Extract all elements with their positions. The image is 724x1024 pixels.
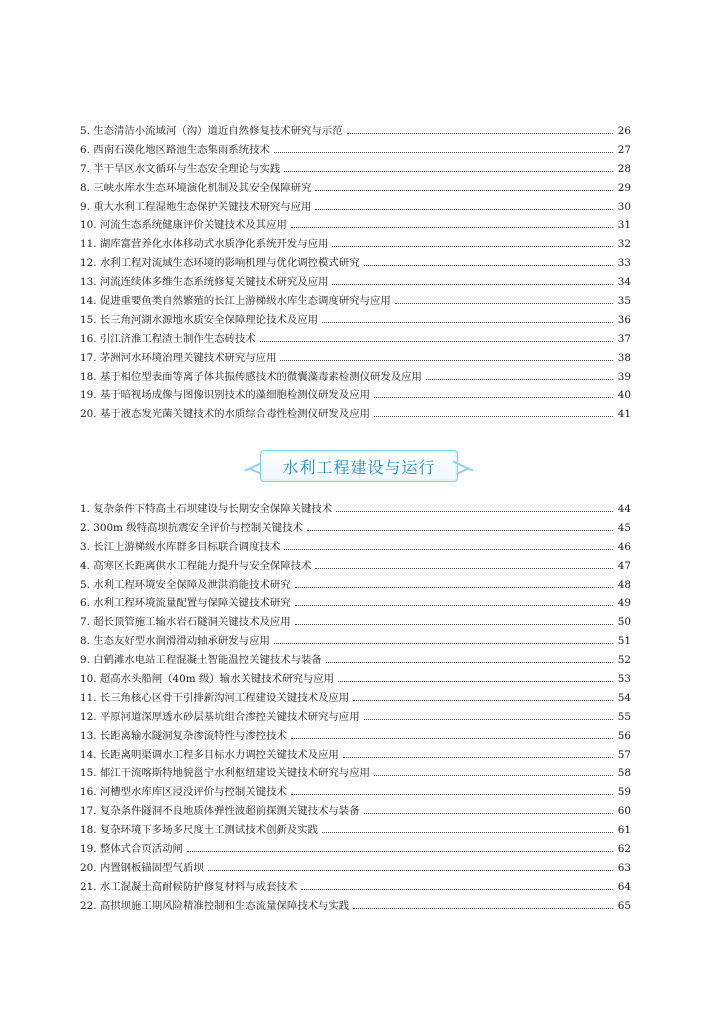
toc-entry-page: 57 — [617, 748, 631, 761]
toc-entry-title: 19. 整体式合页活动闸 — [80, 843, 183, 856]
toc-leader-dots — [336, 511, 613, 512]
toc-leader-dots — [374, 775, 613, 776]
toc-entry — [80, 670, 631, 689]
toc-entry — [80, 198, 631, 217]
toc-entry-page: 62 — [617, 843, 631, 856]
toc-leader-dots — [374, 397, 613, 398]
toc-entry-page: 45 — [617, 521, 631, 534]
toc-entry — [80, 235, 631, 254]
toc-leader-dots — [295, 587, 613, 588]
toc-entry-page: 26 — [617, 125, 631, 137]
toc-entry — [80, 727, 631, 746]
toc-entry-title: 10. 超高水头船闸（40m 级）输水关键技术研究与应用 — [80, 673, 335, 686]
toc-list-part1 — [80, 122, 631, 424]
toc-entry-title: 12. 平原河道深厚透水砂层基坑组合渗控关键技术研究与应用 — [80, 710, 360, 723]
toc-entry — [80, 405, 631, 424]
toc-entry-title: 16. 引江济淮工程渣土制作生态砖技术 — [80, 332, 256, 345]
toc-entry — [80, 651, 631, 670]
toc-leader-dots — [301, 889, 613, 890]
toc-leader-dots — [260, 341, 613, 342]
toc-list-part2 — [80, 500, 631, 916]
toc-entry-title: 11. 湖库富营养化水体移动式水质净化系统开发与应用 — [80, 238, 329, 251]
toc-entry-page: 49 — [617, 597, 631, 610]
toc-entry — [80, 160, 631, 179]
toc-entry-title: 7. 半干旱区水文循环与生态安全理论与实践 — [80, 162, 281, 175]
toc-leader-dots — [307, 530, 613, 531]
toc-entry-page: 65 — [617, 899, 631, 912]
toc-entry-title: 12. 水利工程对流域生态环境的影响机理与优化调控模式研究 — [80, 257, 360, 270]
toc-entry-page: 59 — [617, 786, 631, 799]
section-title: 水利工程建设与运行 — [282, 457, 436, 477]
toc-entry-page: 28 — [617, 162, 631, 175]
toc-entry-page: 55 — [617, 710, 631, 723]
toc-entry-page: 29 — [617, 181, 631, 194]
toc-entry-page: 41 — [617, 408, 631, 421]
toc-leader-dots — [274, 643, 613, 644]
toc-entry-page: 36 — [617, 313, 631, 326]
toc-entry-title: 17. 茅洲河水环境治理关键技术研究与应用 — [80, 351, 277, 364]
toc-entry-page: 30 — [617, 200, 631, 213]
toc-leader-dots — [322, 832, 613, 833]
toc-entry — [80, 613, 631, 632]
toc-entry-page: 63 — [617, 861, 631, 874]
toc-entry — [80, 311, 631, 330]
toc-entry — [80, 349, 631, 368]
toc-leader-dots — [208, 870, 613, 871]
toc-entry-title: 8. 三峡水库水生态环境演化机制及其安全保障研究 — [80, 181, 312, 194]
toc-entry-page: 35 — [617, 295, 631, 308]
toc-entry-title: 3. 长江上游梯级水库群多目标联合调度技术 — [80, 540, 281, 553]
toc-entry — [80, 519, 631, 538]
toc-entry-page: 53 — [617, 673, 631, 686]
toc-entry-title: 5. 生态清洁小流域河（沟）道近自然修复技术研究与示范 — [80, 125, 343, 137]
toc-entry-title: 14. 长距离明渠调水工程多目标水力调控关键技术及应用 — [80, 748, 339, 761]
toc-entry — [80, 500, 631, 519]
toc-entry-title: 17. 复杂条件隧洞不良地质体弹性波超前探测关键技术与装备 — [80, 805, 360, 818]
toc-entry-page: 32 — [617, 238, 631, 251]
toc-leader-dots — [353, 908, 613, 909]
toc-entry-page: 44 — [617, 503, 631, 515]
toc-entry-page: 58 — [617, 767, 631, 780]
toc-entry — [80, 764, 631, 783]
toc-entry-title: 5. 水利工程环境安全保障及泄洪消能技术研究 — [80, 578, 291, 591]
toc-entry-page: 46 — [617, 540, 631, 553]
toc-entry-title: 9. 白鹤滩水电站工程混凝土智能温控关键技术与装备 — [80, 654, 322, 667]
toc-entry — [80, 330, 631, 349]
toc-leader-dots — [291, 738, 613, 739]
toc-entry-page: 37 — [617, 332, 631, 345]
toc-leader-dots — [284, 549, 613, 550]
toc-leader-dots — [353, 700, 613, 701]
toc-entry — [80, 179, 631, 198]
toc-entry — [80, 576, 631, 595]
toc-entry — [80, 783, 631, 802]
toc-leader-dots — [295, 624, 613, 625]
toc-entry — [80, 840, 631, 859]
toc-entry-title: 20. 基于液态发光菌关键技术的水质综合毒性检测仪研发及应用 — [80, 408, 370, 421]
toc-entry-page: 52 — [617, 654, 631, 667]
toc-entry — [80, 802, 631, 821]
toc-entry — [80, 273, 631, 292]
toc-entry-page: 64 — [617, 880, 631, 893]
toc-entry-page: 39 — [617, 370, 631, 383]
toc-entry-title: 11. 长三角核心区骨干引排新沟河工程建设关键技术及应用 — [80, 691, 350, 704]
toc-entry — [80, 216, 631, 235]
toc-leader-dots — [187, 851, 613, 852]
toc-entry — [80, 122, 631, 141]
toc-entry — [80, 878, 631, 897]
toc-entry-title: 14. 促进重要鱼类自然繁殖的长江上游梯级水库生态调度研究与应用 — [80, 295, 391, 308]
toc-entry-page: 33 — [617, 257, 631, 270]
toc-entry-title: 15. 长三角河湖水源地水质安全保障理论技术及应用 — [80, 313, 319, 326]
toc-entry-page: 56 — [617, 729, 631, 742]
toc-leader-dots — [284, 171, 613, 172]
toc-entry — [80, 897, 631, 916]
toc-entry — [80, 386, 631, 405]
toc-entry-title: 9. 重大水利工程湿地生态保护关键技术研究与应用 — [80, 200, 312, 213]
toc-entry-title: 6. 西南石漠化地区路池生态集雨系统技术 — [80, 143, 270, 156]
toc-entry-page: 27 — [617, 143, 631, 156]
toc-entry-title: 18. 基于相位型表面等离子体共振传感技术的微囊藻毒素检测仪研发及应用 — [80, 370, 422, 383]
toc-leader-dots — [326, 662, 613, 663]
toc-leader-dots — [426, 379, 613, 380]
toc-leader-dots — [364, 719, 613, 720]
toc-entry — [80, 708, 631, 727]
toc-entry-title: 2. 300m 级特高坝抗震安全评价与控制关键技术 — [80, 521, 303, 534]
toc-entry-page: 51 — [617, 635, 631, 648]
toc-entry-page: 48 — [617, 578, 631, 591]
toc-entry-title: 4. 高寒区长距离供水工程能力提升与安全保障技术 — [80, 559, 312, 572]
toc-entry-page: 47 — [617, 559, 631, 572]
toc-entry-page: 31 — [617, 219, 631, 232]
toc-entry-page: 61 — [617, 824, 631, 837]
toc-entry-title: 10. 河流生态系统健康评价关键技术及其应用 — [80, 219, 287, 232]
toc-entry-title: 20. 内置钢板锚固型气盾坝 — [80, 861, 204, 874]
toc-entry-title: 18. 复杂环境下多场多尺度土工测试技术创新及实践 — [80, 824, 319, 837]
toc-leader-dots — [332, 284, 613, 285]
toc-entry-page: 40 — [617, 389, 631, 402]
toc-leader-dots — [364, 265, 613, 266]
toc-entry — [80, 557, 631, 576]
toc-leader-dots — [374, 416, 613, 417]
toc-entry-title: 8. 生态友好型水润滑滑动轴承研发与应用 — [80, 635, 270, 648]
toc-entry-title: 7. 超长顶管施工输水岩石隧洞关键技术及应用 — [80, 616, 291, 629]
toc-leader-dots — [364, 813, 613, 814]
section-banner — [244, 447, 474, 485]
toc-leader-dots — [291, 794, 613, 795]
toc-entry — [80, 632, 631, 651]
toc-leader-dots — [315, 190, 613, 191]
toc-leader-dots — [274, 152, 613, 153]
toc-entry-title: 6. 水利工程环境流量配置与保障关键技术研究 — [80, 597, 291, 610]
toc-entry-page: 38 — [617, 351, 631, 364]
toc-leader-dots — [291, 227, 613, 228]
toc-entry — [80, 821, 631, 840]
toc-entry-title: 13. 长距离输水隧洞复杂渗流特性与渗控技术 — [80, 729, 287, 742]
toc-entry — [80, 292, 631, 311]
toc-entry-page: 34 — [617, 276, 631, 289]
toc-leader-dots — [295, 605, 613, 606]
toc-entry — [80, 368, 631, 387]
toc-leader-dots — [322, 322, 613, 323]
toc-leader-dots — [315, 568, 613, 569]
toc-leader-dots — [343, 757, 613, 758]
toc-leader-dots — [332, 246, 613, 247]
toc-leader-dots — [338, 681, 613, 682]
toc-entry-page: 60 — [617, 805, 631, 818]
toc-entry — [80, 689, 631, 708]
toc-entry-title: 21. 水工混凝土高耐候防护修复材料与成套技术 — [80, 880, 298, 893]
toc-entry-title: 22. 高拱坝施工期风险精准控制和生态流量保障技术与实践 — [80, 899, 350, 912]
toc-entry — [80, 746, 631, 765]
toc-leader-dots — [395, 303, 613, 304]
toc-entry — [80, 538, 631, 557]
toc-entry-title: 1. 复杂条件下特高土石坝建设与长期安全保障关键技术 — [80, 503, 333, 515]
toc-entry-title: 16. 河槽型水库库区浸没评价与控制关键技术 — [80, 786, 287, 799]
toc-entry — [80, 859, 631, 878]
toc-leader-dots — [347, 133, 613, 134]
toc-entry-page: 54 — [617, 691, 631, 704]
toc-entry-title: 13. 河流连续体多维生态系统修复关键技术研究及应用 — [80, 276, 329, 289]
toc-entry — [80, 594, 631, 613]
toc-leader-dots — [280, 360, 613, 361]
toc-entry — [80, 254, 631, 273]
toc-entry-title: 19. 基于暗视场成像与图像识别技术的藻细胞检测仪研发及应用 — [80, 389, 370, 402]
toc-entry — [80, 141, 631, 160]
toc-entry-title: 15. 郁江干流喀斯特地貌邕宁水利枢纽建设关键技术研究与应用 — [80, 767, 370, 780]
toc-leader-dots — [315, 209, 613, 210]
toc-entry-page: 50 — [617, 616, 631, 629]
